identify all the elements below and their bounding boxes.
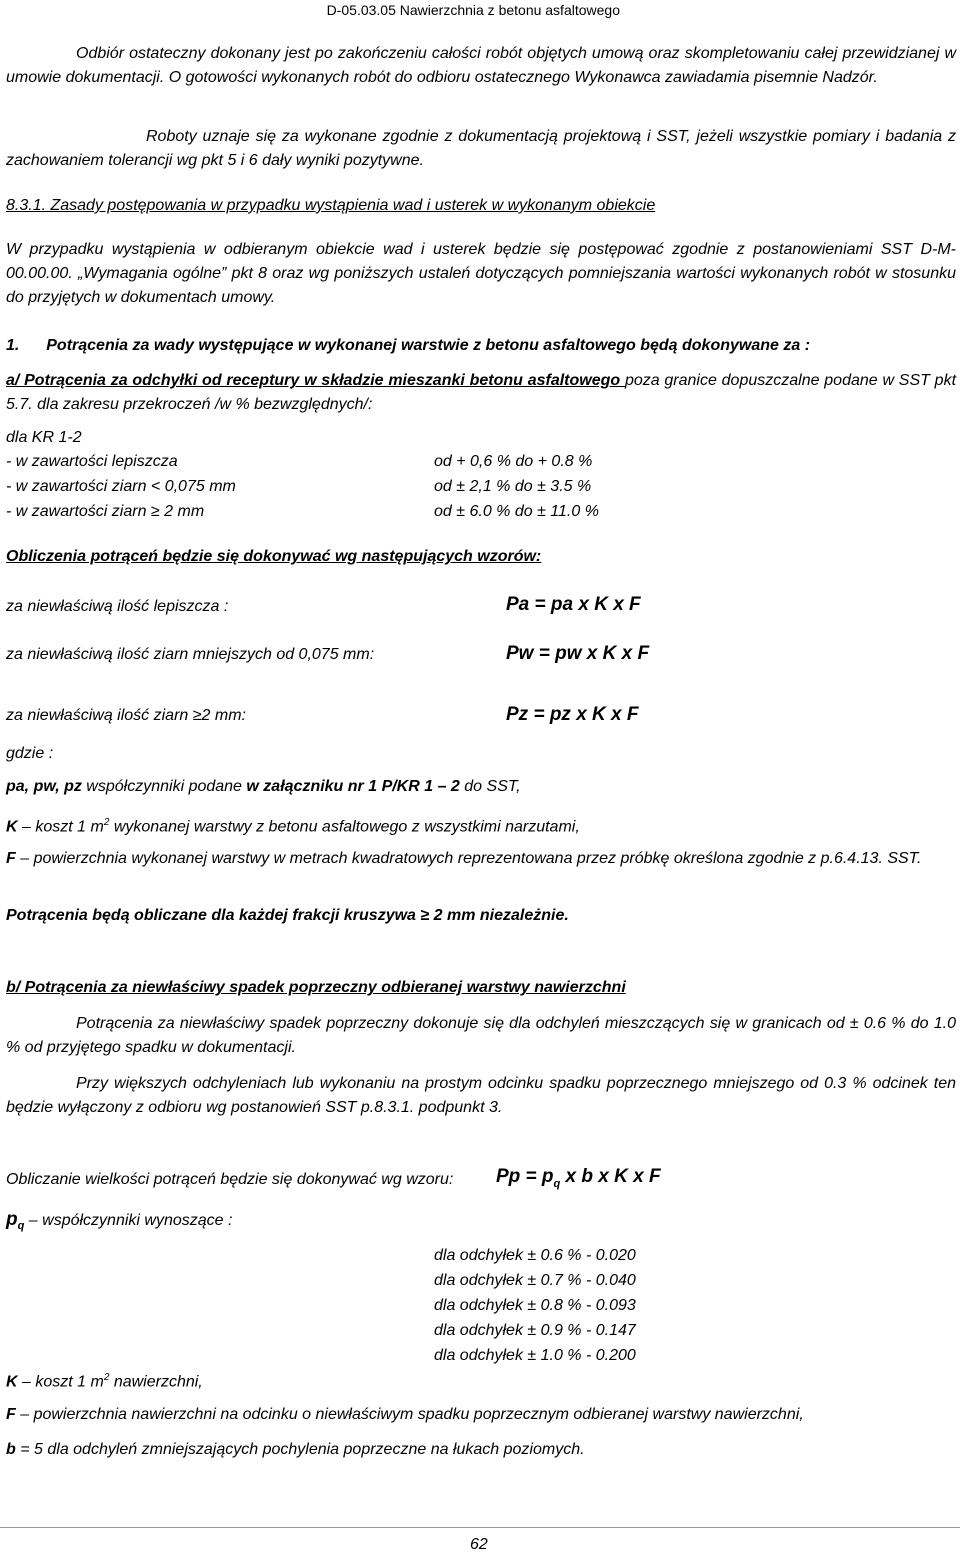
def-k-text-a: – koszt 1 m	[17, 818, 104, 836]
part-a-title: a/ Potrącenia za odchyłki od receptury w składzie mieszanki betonu asfaltowego	[6, 372, 625, 389]
formula-pp	[496, 1167, 661, 1194]
def-k2-text-a: – koszt 1 m	[17, 1373, 104, 1391]
def-b-factor	[6, 1440, 585, 1460]
def-k-symbol: K	[6, 818, 18, 836]
part-b-title: b/ Potrącenia za niewłaściwy spadek poprzeczny odbieranej warstwy nawierzchni	[6, 979, 626, 996]
def-b-text: = 5 dla odchyleń zmniejszających pochylenia poprzeczne na łukach poziomych.	[15, 1441, 585, 1458]
intro-p1-text: Odbiór ostateczny dokonany jest po zakończeniu całości robót objętych umową oraz skompletowaniu całej przewidzianej w umowie dokumentacji. O gotowości wykonanych robót do odbioru ostatecznego Wykonawca zawiadamia pisemnie Nadzór.	[6, 45, 956, 86]
intro-paragraph-2	[6, 125, 956, 173]
def-k2-cost	[6, 1368, 203, 1392]
def-f2-text: – powierzchnia nawierzchni na odcinku o niewłaściwym spadku poprzecznym odbieranej warstwy nawierzchni,	[15, 1406, 804, 1423]
tolerance-label-fine: - w zawartości ziarn < 0,075 mm	[6, 478, 236, 495]
def-p-annex: w załączniku nr 1 P/KR 1 – 2	[246, 778, 460, 795]
page-number: 62	[470, 1536, 488, 1553]
def-k2-symbol: K	[6, 1373, 18, 1391]
formula-pp-a: Pp = p	[496, 1166, 554, 1187]
def-f-symbol: F	[6, 850, 16, 867]
tolerance-range-fine: od ± 2,1 % do ± 3.5 %	[434, 478, 592, 495]
part-b-p2-text: Przy większych odchyleniach lub wykonaniu na prostym odcinku spadku poprzecznego mniejszego od 0.3 % odcinek ten będzie wyłączony z odbioru wg postanowień SST p.8.3.1. podpunkt 3.	[6, 1075, 956, 1116]
formula-pw: Pw = pw x K x F	[506, 643, 650, 664]
part-b-p1-text: Potrącenia za niewłaściwy spadek poprzeczny dokonuje się dla odchyleń mieszczących się w granicach od ± 0.6 % do 1.0 % od przyjętego spadku w dokumentacji.	[6, 1015, 956, 1056]
calc-label-coarse: za niewłaściwą ilość ziarn ≥2 mm:	[6, 707, 246, 724]
tolerance-range-coarse: od ± 6.0 % do ± 11.0 %	[434, 503, 599, 520]
formula-pp-sub: q	[553, 1177, 561, 1190]
item1-heading	[6, 336, 810, 356]
def-k-cost	[6, 813, 580, 837]
tolerance-label-binder: - w zawartości lepiszcza	[6, 453, 178, 470]
pq-sub: q	[17, 1220, 25, 1233]
pq-definition	[6, 1210, 232, 1236]
part-a-rest: poza granice dopuszczalne podane w SST pkt 5.7. dla zakresu przekroczeń /w % bezwzględnych/:	[6, 372, 957, 413]
section-heading: 8.3.1. Zasady postępowania w przypadku wystąpienia wad i usterek w wykonanym obiekcie	[6, 197, 656, 214]
intro-p2-text: Roboty uznaje się za wykonane zgodnie z dokumentacją projektową i SST, jeżeli wszystkie pomiary i badania z zachowaniem tolerancji wg pkt 5 i 6 dały wyniki pozytywne.	[6, 128, 956, 169]
def-k2-sup: 2	[103, 1372, 110, 1383]
coeff-row: dla odchyłek ± 0.7 % - 0.040	[434, 1272, 636, 1289]
formula-pp-b: x b x K x F	[560, 1166, 661, 1187]
gdzie-label: gdzie :	[6, 745, 54, 762]
coeff-row: dla odchyłek ± 1.0 % - 0.200	[434, 1347, 636, 1364]
def-k-text-b: wykonanej warstwy z betonu asfaltowego z wszystkimi narzutami,	[109, 818, 580, 836]
def-p-symbols: pa, pw, pz	[6, 778, 82, 795]
def-b-symbol: b	[6, 1441, 16, 1458]
tolerance-range-binder: od + 0,6 % do + 0.8 %	[434, 453, 593, 470]
item1-title: Potrącenia za wady występujące w wykonanej warstwie z betonu asfaltowego będą dokonywane za :	[46, 337, 811, 354]
calc-note: Potrącenia będą obliczane dla każdej frakcji kruszywa ≥ 2 mm niezależnie.	[6, 907, 569, 924]
footer-divider	[0, 1527, 960, 1528]
part-b-calc-label: Obliczanie wielkości potrąceń będzie się dokonywać wg wzoru:	[6, 1171, 454, 1188]
def-f2-area	[6, 1405, 804, 1425]
tolerance-label-coarse: - w zawartości ziarn ≥ 2 mm	[6, 503, 205, 520]
intro-paragraph-1	[6, 42, 956, 90]
def-f-text: – powierzchnia wykonanej warstwy w metrach kwadratowych reprezentowana przez próbkę określona zgodnie z p.6.4.13. SST.	[15, 850, 922, 867]
header-doc-code: D-05.03.05 Nawierzchnia z betonu asfaltowego	[326, 2, 620, 18]
def-f2-symbol: F	[6, 1406, 16, 1423]
def-f-area	[6, 847, 956, 871]
part-b-paragraph-1	[6, 1012, 956, 1060]
part-a-paragraph	[6, 369, 956, 417]
formula-pz: Pz = pz x K x F	[506, 704, 639, 725]
def-p-end: do SST,	[459, 778, 521, 795]
pq-symbol: p	[6, 1209, 18, 1230]
calc-label-fine: za niewłaściwą ilość ziarn mniejszych od 0,075 mm:	[6, 646, 375, 663]
formula-pa: Pa = pa x K x F	[506, 594, 641, 615]
def-p-coefficients	[6, 777, 521, 797]
kr-label: dla KR 1-2	[6, 429, 82, 446]
def-k2-text-b: nawierzchni,	[109, 1373, 203, 1391]
calc-label-binder: za niewłaściwą ilość lepiszcza :	[6, 598, 229, 615]
pq-text: – współczynniki wynoszące :	[24, 1212, 233, 1229]
section-paragraph: W przypadku wystąpienia w odbieranym obiekcie wad i usterek będzie się postępować zgodnie z postanowieniami SST D-M-00.00.00. „Wymagania ogólne” pkt 8 oraz wg poniższych ustaleń dotyczących pomniejszania wartości wykonanych robót w stosunku do przyjętych w dokumentach umowy.	[6, 241, 956, 306]
def-p-mid: współczynniki podane	[81, 778, 247, 795]
calc-heading: Obliczenia potrąceń będzie się dokonywać wg następujących wzorów:	[6, 548, 542, 565]
coeff-row: dla odchyłek ± 0.9 % - 0.147	[434, 1322, 636, 1339]
def-k-sup: 2	[103, 817, 110, 828]
coeff-row: dla odchyłek ± 0.6 % - 0.020	[434, 1247, 636, 1264]
part-b-paragraph-2	[6, 1072, 956, 1120]
coeff-row: dla odchyłek ± 0.8 % - 0.093	[434, 1297, 636, 1314]
item1-number: 1.	[6, 337, 20, 354]
